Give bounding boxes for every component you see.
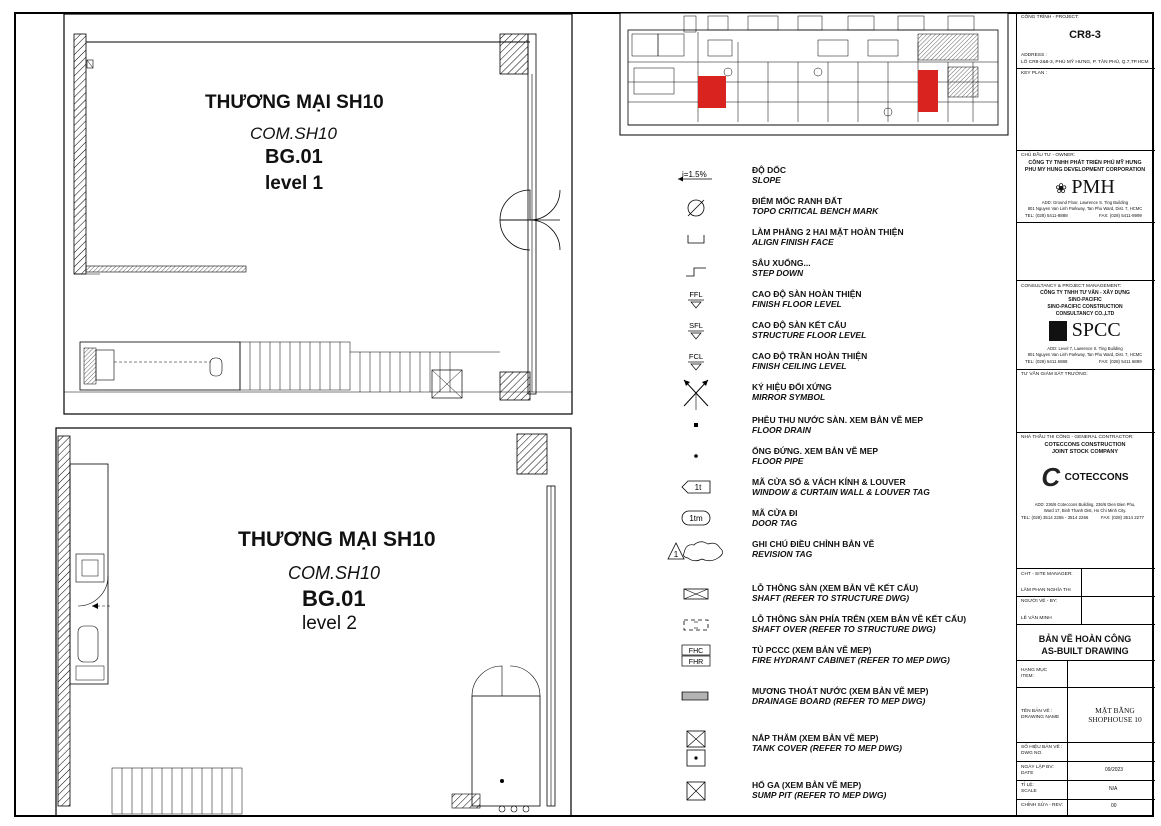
coteccons-logo: C COTECCONS <box>1041 462 1129 492</box>
l1-door-swing-1 <box>500 190 530 220</box>
level-tag-symbol-icon <box>660 349 732 379</box>
legend-row <box>660 444 1000 474</box>
key-plan-highlight-1 <box>698 76 726 108</box>
consult-addr2: 801 Nguyen Van Linh Parkway, Tan Phu Ward, Dist. 7, HCMC <box>1027 352 1143 357</box>
legend-label-en: DRAINAGE BOARD (REFER TO MEP DWG) <box>752 696 926 706</box>
legend-label-vi: NẮP THĂM (XEM BẢN VẼ MEP) <box>752 733 879 743</box>
l1-left-wall <box>74 34 86 274</box>
drawn-by: LÊ VĂN MINH <box>1021 616 1052 621</box>
legend-row <box>660 194 1000 224</box>
l2-stairs <box>112 768 242 814</box>
legend-label-vi: CAO ĐỘ SÀN HOÀN THIỆN <box>752 289 862 299</box>
l2-room-name: THƯƠNG MẠI SH10 <box>238 528 436 551</box>
legend-label-en: FIRE HYDRANT CABINET (REFER TO MEP DWG) <box>752 655 950 665</box>
revision-symbol-icon <box>660 537 732 567</box>
legend-row <box>660 256 1000 286</box>
scale-value: N/A <box>1109 786 1118 792</box>
drainage-symbol-icon <box>660 684 732 714</box>
legend-row <box>660 413 1000 443</box>
level-tag-symbol-icon <box>660 318 732 348</box>
project-label: CÔNG TRÌNH - PROJECT: <box>1021 15 1079 20</box>
consult-tel: TEL: (028) 5411 6888 <box>1025 359 1068 364</box>
svg-text:1t: 1t <box>694 483 702 492</box>
legend-label-en: MIRROR SYMBOL <box>752 392 826 402</box>
consult-vi1: CÔNG TY TNHH TƯ VẤN - XÂY DỰNG <box>1040 290 1130 296</box>
legend-label-vi: PHỄU THU NƯỚC SÀN. XEM BẢN VẼ MEP <box>752 415 924 425</box>
l1-restroom <box>80 342 240 390</box>
legend-label-en: TANK COVER (REFER TO MEP DWG) <box>752 743 903 753</box>
mirror-symbol-icon <box>660 380 732 410</box>
svg-text:1tm: 1tm <box>689 514 703 523</box>
legend-row <box>660 225 1000 255</box>
owner-tel: TEL: (028) 5411-8888 <box>1025 213 1068 218</box>
coteccons-logo-icon: C <box>1041 462 1061 492</box>
legend-label-vi: TỦ PCCC (XEM BẢN VẼ MEP) <box>752 645 872 655</box>
legend-row <box>660 506 1000 536</box>
legend-label-vi: LỖ THÔNG SÀN PHÍA TRÊN (XEM BẢN VẼ KẾT CẤU) <box>752 614 967 624</box>
legend-row <box>660 380 1000 410</box>
l1-room-code: BG.01 <box>265 146 323 168</box>
drawing-type-vi: BẢN VẼ HOÀN CÔNG <box>1038 634 1132 644</box>
legend-row <box>660 163 1000 193</box>
svg-text:i=1.5%: i=1.5% <box>682 170 707 179</box>
legend-label-vi: ỐNG ĐỨNG. XEM BẢN VẼ MEP <box>752 446 879 456</box>
contractor-addr1: ADD: 236/6 Coteccons Building, 236/6 Dien Bien Phu, <box>1034 502 1136 507</box>
pmh-logo-icon: ❀ <box>1055 180 1067 196</box>
consult-fax: FAX: (028) 5411 6899 <box>1099 359 1142 364</box>
drawing-type-en: AS-BUILT DRAWING <box>1041 646 1129 656</box>
site-manager-label: CHT - SITE MANAGER: <box>1021 572 1073 577</box>
drawing-name-2: SHOPHOUSE 10 <box>1088 715 1142 724</box>
legend-label-en: FINISH FLOOR LEVEL <box>752 299 842 309</box>
dwg-no-label: SỐ HIỆU BẢN VẼ : DWG NO. <box>1021 745 1063 756</box>
owner-en: PHU MY HUNG DEVELOPMENT CORPORATION <box>1024 167 1146 173</box>
consult-en1: SINO-PACIFIC CONSTRUCTION <box>1047 304 1123 310</box>
project-name: CR8-3 <box>1069 29 1101 41</box>
legend-label-vi: KÝ HIỆU ĐỐI XỨNG <box>752 382 832 392</box>
legend-label-en: ALIGN FINISH FACE <box>752 237 834 247</box>
legend-label-en: FLOOR DRAIN <box>752 425 812 435</box>
legend-label-vi: CAO ĐỘ TRẦN HOÀN THIỆN <box>752 351 868 361</box>
owner-label: CHỦ ĐẦU TƯ - OWNER: <box>1021 153 1076 158</box>
floor-pipe-symbol-icon <box>660 444 732 474</box>
owner-addr2: 801 Nguyen Van Linh Parkway, Tan Phu Ward, Dist. 7, HCMC <box>1027 206 1143 211</box>
spcc-logo: SPCC <box>1017 319 1153 342</box>
floor-drain-symbol-icon <box>660 413 732 443</box>
l1-room-name-en: COM.SH10 <box>250 124 337 143</box>
owner-logo: ❀ PMH <box>1055 176 1115 198</box>
legend-label-vi: LÀM PHẲNG 2 HAI MẶT HOÀN THIỆN <box>752 227 904 237</box>
site-manager: LÂM PHAN NGHĨA THI <box>1021 588 1071 593</box>
l1-level-label: level 1 <box>265 173 324 194</box>
legend-row <box>660 643 1000 673</box>
key-plan-label: KEY PLAN : <box>1021 71 1048 76</box>
hydrant-symbol-icon <box>660 643 732 673</box>
legend-label-en: STEP DOWN <box>752 268 804 278</box>
legend-label-vi: LỖ THÔNG SÀN (XEM BẢN VẼ KẾT CẤU) <box>752 583 919 593</box>
owner-vi: CÔNG TY TNHH PHÁT TRIỂN PHÚ MỸ HƯNG <box>1028 160 1142 166</box>
level-tag-symbol-icon <box>660 287 732 317</box>
legend-row <box>660 287 1000 317</box>
date-label: NGÀY LẬP BV: DATE <box>1021 765 1054 776</box>
l2-room-name-en: COM.SH10 <box>288 563 381 583</box>
level1-floor-plan <box>60 12 575 417</box>
legend-label-vi: SÂU XUỐNG... <box>752 258 811 268</box>
l2-column <box>517 434 547 474</box>
contractor-name2: JOINT STOCK COMPANY <box>1051 449 1119 455</box>
title-block <box>1016 12 1154 817</box>
svg-text:FHC: FHC <box>688 648 704 655</box>
l1-room-name: THƯƠNG MẠI SH10 <box>205 92 384 113</box>
legend-label-en: FINISH CEILING LEVEL <box>752 361 847 371</box>
slope-symbol-icon <box>660 163 732 193</box>
legend-label-en: SUMP PIT (REFER TO MEP DWG) <box>752 790 887 800</box>
legend-row <box>660 581 1000 611</box>
legend-row <box>660 475 1000 505</box>
svg-text:FHR: FHR <box>688 659 704 666</box>
l1-stairs <box>240 342 500 392</box>
key-plan-highlight-2 <box>918 70 938 112</box>
legend-label-en: WINDOW & CURTAIN WALL & LOUVER TAG <box>752 487 930 497</box>
svg-text:FFL: FFL <box>689 290 703 299</box>
legend-label-vi: MƯƠNG THOÁT NƯỚC (XEM BẢN VẼ MEP) <box>752 686 929 696</box>
legend-row <box>660 684 1000 714</box>
legend-label-en: SHAFT (REFER TO STRUCTURE DWG) <box>752 593 910 603</box>
date-value: 09/2023 <box>1105 767 1124 773</box>
scale-label: TỈ LỆ: SCALE <box>1021 783 1037 794</box>
legend-row <box>660 349 1000 379</box>
consult-addr1: ADD: Level 7, Lawrence S. Ting Building <box>1047 346 1123 351</box>
owner-fax: FAX: (028) 5411-8999 <box>1099 213 1142 218</box>
legend-row <box>660 731 1000 761</box>
contractor-tel: TEL: (028) 3514 2255 - 3514 2266 <box>1021 515 1089 520</box>
legend-label-vi: HỐ GA (XEM BẢN VẼ MEP) <box>752 780 862 790</box>
bench-mark-symbol-icon <box>660 194 732 224</box>
window-tag-symbol-icon <box>660 475 732 505</box>
drawn-by-label: NGƯỜI VẼ - BY: <box>1021 599 1058 604</box>
legend-label-vi: ĐIỂM MỐC RANH ĐẤT <box>752 196 843 206</box>
legend-label-en: SLOPE <box>752 175 781 185</box>
consult-label: CONSULTANCY & PROJECT MANAGEMENT: <box>1021 284 1122 289</box>
svg-text:1: 1 <box>673 550 679 559</box>
svg-text:SFL: SFL <box>689 321 703 330</box>
contractor-name1: COTECCONS CONSTRUCTION <box>1044 442 1126 448</box>
step-down-symbol-icon <box>660 256 732 286</box>
align-face-symbol-icon <box>660 225 732 255</box>
supervision-label: TƯ VẤN GIÁM SÁT TRƯỞNG: <box>1021 372 1088 377</box>
address-label: ADDRESS : <box>1021 53 1047 58</box>
svg-text:FCL: FCL <box>688 352 704 361</box>
legend-label-en: TOPO CRITICAL BENCH MARK <box>752 206 879 216</box>
drawing-name-label: TÊN BẢN VẼ : DRAWING NAME <box>1021 709 1060 720</box>
l2-left-wall <box>58 436 70 806</box>
legend-label-vi: MÃ CỬA ĐI <box>752 508 798 518</box>
rev-label: CHỈNH SỬA - REV: <box>1021 803 1064 808</box>
address: LÔ CR8-2&8-3, PHÚ MỸ HƯNG, P. TÂN PHÚ, Q.7,TP.HCM <box>1021 60 1149 65</box>
legend-row <box>660 778 1000 808</box>
legend-label-en: FLOOR PIPE <box>752 456 804 466</box>
legend-label-vi: GHI CHÚ ĐIỀU CHỈNH BẢN VẼ <box>752 539 875 549</box>
l2-room-code: BG.01 <box>302 586 366 611</box>
legend-label-en: SHAFT OVER (REFER TO STRUCTURE DWG) <box>752 624 936 634</box>
legend-row <box>660 612 1000 642</box>
legend-label-en: STRUCTURE FLOOR LEVEL <box>752 330 867 340</box>
tank-cover-symbol-icon <box>660 731 732 761</box>
key-plan-map <box>618 12 1012 138</box>
contractor-addr2: Ward 17, Binh Thanh Dist, Ho Chi Minh City. <box>1043 508 1127 513</box>
contractor-label: NHÀ THẦU THI CÔNG - GENERAL CONTRACTOR: <box>1021 435 1134 440</box>
legend-row <box>660 318 1000 348</box>
consult-vi2: SINO-PACIFIC <box>1068 297 1102 303</box>
rev-value: 00 <box>1111 803 1117 809</box>
owner-addr1: ADD: Ground Floor, Lawrence S. Ting Building <box>1041 200 1129 205</box>
door-tag-symbol-icon <box>660 506 732 536</box>
consult-en2: CONSULTANCY CO.,LTD <box>1055 311 1115 317</box>
shaft-over-symbol-icon <box>660 612 732 642</box>
l1-column <box>500 34 528 74</box>
legend-label-en: REVISION TAG <box>752 549 813 559</box>
legend-label-vi: ĐỘ DỐC <box>752 165 786 175</box>
legend-label-vi: CAO ĐỘ SÀN KẾT CẤU <box>752 320 847 330</box>
spcc-logo-icon <box>1049 321 1067 341</box>
legend-row <box>660 537 1000 567</box>
contractor-fax: FAX: (028) 3514 2277 <box>1101 515 1144 520</box>
legend-label-vi: MÃ CỬA SỔ & VÁCH KÍNH & LOUVER <box>752 477 906 487</box>
sump-pit-symbol-icon <box>660 778 732 808</box>
item-label: HẠNG MỤC ITEM: <box>1021 668 1048 679</box>
shaft-symbol-icon <box>660 581 732 611</box>
legend-label-en: DOOR TAG <box>752 518 798 528</box>
l2-level-label: level 2 <box>302 613 357 634</box>
drawing-name-1: MẶT BẰNG <box>1095 706 1135 715</box>
